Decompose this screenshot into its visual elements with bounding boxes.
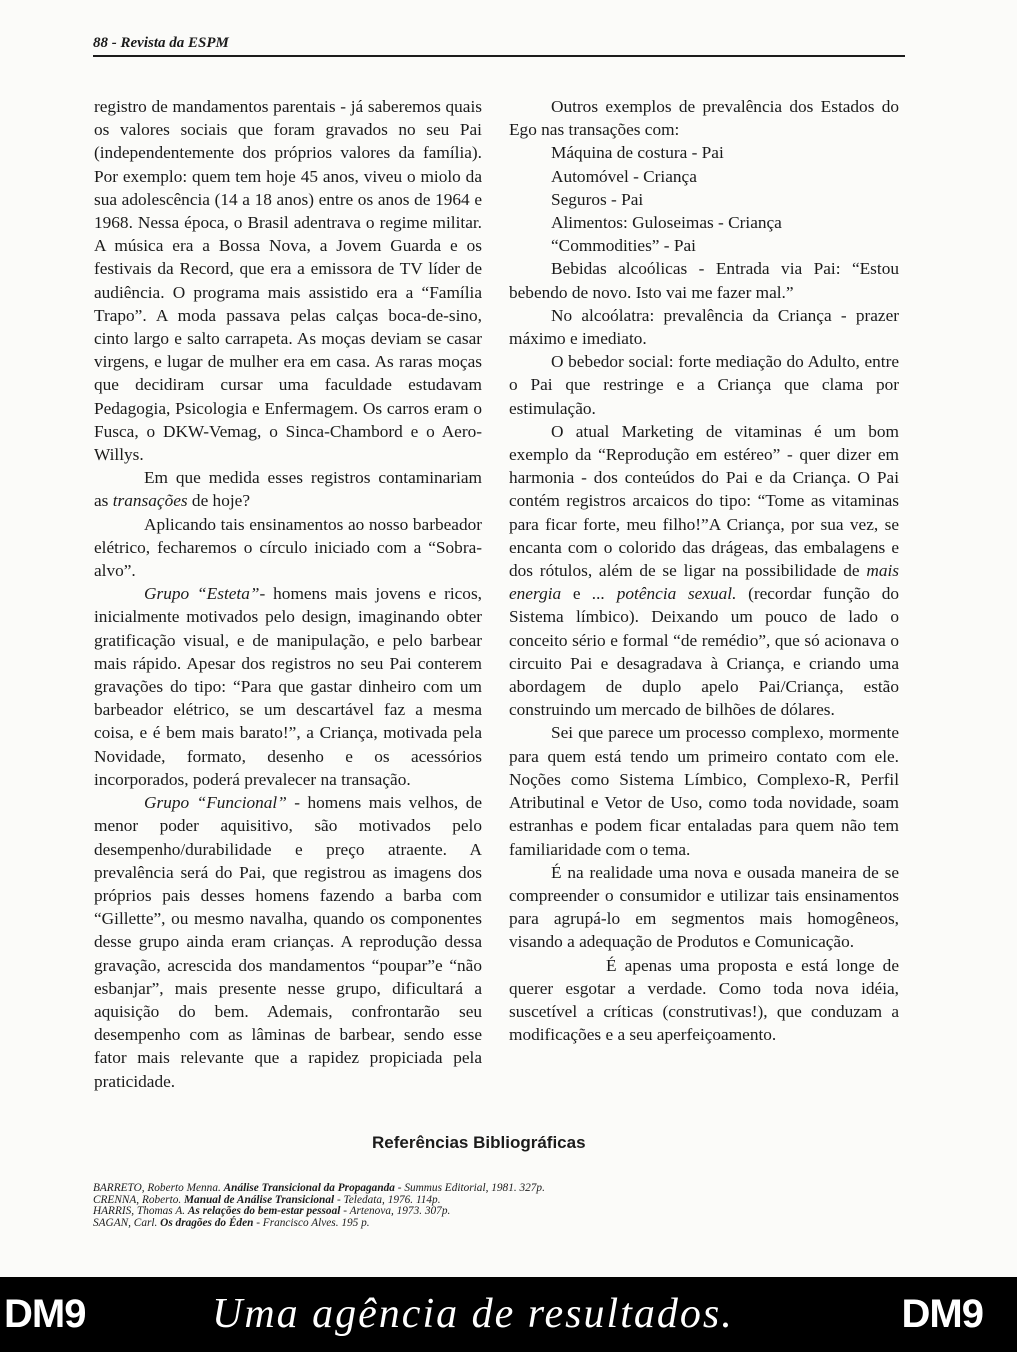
banner-tagline: Uma agência de resultados.: [212, 1291, 734, 1337]
reference-publisher: - Artenova, 1973. 307p.: [340, 1205, 451, 1218]
right-intro: Outros exemplos de prevalência dos Estados do Ego nas transações com:: [509, 97, 899, 140]
italic-transacoes: transações: [112, 491, 188, 511]
right-complexo: Sei que parece um processo complexo, mormente para quem está tendo um primeiro contato com ele. Noções como Sistema Límbico, Complexo-R, Perfil Atributinal e Vetor de Uso, como toda novidade, soam estranhas e podem ficar entaladas para quem não tem familiaridade com o tema.: [509, 723, 899, 859]
list-item: Automóvel - Criança: [551, 166, 697, 186]
italic-mais-energia: mais energia: [509, 561, 899, 604]
right-nova: É na realidade uma nova e ousada maneira de se compreender o consumidor e utilizar tais ensinamentos para agrupá-lo em segmentos mais homogêneos, visando a adequação de Produtos e Comunicação.: [509, 862, 899, 952]
dm9-logo-right: DM9: [901, 1292, 983, 1336]
marketing-text-a: O atual Marketing de vitaminas é um bom exemplo da “Reprodução em estéreo” - quer dizer em harmonia - dos conteúdos do Pai e da Criança. O Pai contém registros arcaicos do tipo: “Tome as vitaminas para ficar forte, meu filho!”A Criança, por sua vez, se encanta com o colorido das drágeas, das embalagens e dos rótulos, além de se ligar na possibilidade de: [509, 421, 899, 581]
list-item: Seguros - Pai: [551, 189, 644, 209]
right-bebidas: Bebidas alcoólicas - Entrada via Pai: “Estou bebendo de novo. Isto vai me fazer mal.”: [509, 259, 899, 302]
references-title: Referências Bibliográficas: [372, 1133, 586, 1152]
left-paragraph-3: Aplicando tais ensinamentos ao nosso barbeador elétrico, fecharemos o círculo iniciado com a “Sobra-alvo”.: [94, 514, 482, 581]
left-paragraph-5-text: - homens mais velhos, de menor poder aquisitivo, são motivados pelo desempenho/durabilidade e preço atraente. A prevalência será do Pai, que registrou as imagens dos próprios pais desses homens fazendo a barba com “Gillette”, ou mesmo navalha, quando os componentes desse grupo ainda eram crianças. A reprodução dessa gravação, acrescida dos mandamentos “poupar”e “não esbanjar”, mais presente nesse grupo, dificultará a aquisição do bem. Ademais, confrontarão seu desempenho com as lâminas de barbear, sendo esse fator mais relevante que a rapidez propiciada pela praticidade.: [94, 793, 482, 1091]
right-column: [509, 95, 899, 1046]
right-alcoolatra: No alcoólatra: prevalência da Criança - prazer máximo e imediato.: [509, 305, 899, 349]
list-item: “Commodities” - Pai: [551, 236, 696, 256]
advertising-banner: [0, 1277, 1017, 1352]
left-paragraph-1: registro de mandamentos parentais - já saberemos quais os valores sociais que foram gravados no seu Pai (independentemente dos próprios valores da família). Por exemplo: quem tem hoje 45 anos, viveu o miolo da sua adolescência (14 a 18 anos) entre os anos de 1964 e 1968. Nessa época, o Brasil adentrava o regime militar. A música era a Bossa Nova, a Jovem Guarda e os festivais da Record, que era a emissora de TV líder de audiência. O programa mais assistido era a “Família Trapo”. A moda passava pelas calças boca-de-sino, cinto largo e salto carrapeta. As moças deviam se casar virgens, e lugar de mulher era em casa. As raras moças que decidiram cursar uma faculdade estudavam Pedagogia, Psicologia e Enfermagem. Os carros eram o Fusca, o DKW-Vemag, o Sinca-Chambord e o Aero-Willys.: [94, 97, 482, 465]
marketing-text-mid: e: [561, 584, 593, 604]
left-paragraph-2-text: Em que medida esses registros contaminariam as: [94, 468, 482, 511]
reference-author: CRENNA, Roberto.: [93, 1193, 184, 1206]
marketing-text-b: (recordar função do Sistema límbico). Deixando um pouco de lado o conceito sério e formal “de remédio”, que só acionava o circuito Pai e desagradava à Criança, e criando uma abordagem de duplo apelo Pai/Criança, estão construindo um mercado de bilhões de dólares.: [509, 584, 900, 720]
reference-author: BARRETO, Roberto Menna.: [93, 1182, 224, 1194]
reference-item: [93, 1218, 793, 1230]
reference-work: As relações do bem-estar pessoal: [187, 1205, 341, 1218]
left-paragraph-4: [94, 582, 482, 791]
dm9-logo-left: DM9: [4, 1292, 86, 1336]
list-item: Alimentos: Guloseimas - Criança: [551, 213, 782, 233]
reference-publisher: - Teledata, 1976. 114p.: [334, 1193, 441, 1206]
left-column: [94, 95, 482, 1093]
left-paragraph-4-text: - homens mais jovens e ricos, inicialmente motivados pelo design, imaginando obter gratificação visual, e de manipulação, e pelo barbear mais rápido. Apesar dos registros no seu Pai conterem gravações do tipo: “Para que gastar dinheiro com um barbeador elétrico, se um descartável faz a mesma coisa, e é bem mais barato!”, a Criança, motivada pela Novidade, formato, desenho e os acessórios incorporados, poderá prevalecer na transação.: [94, 584, 482, 789]
reference-publisher: - Summus Editorial, 1981. 327p.: [394, 1182, 545, 1194]
references-list: [93, 1183, 793, 1229]
reference-author: HARRIS, Thomas A.: [93, 1205, 188, 1218]
reference-work: Análise Transicional da Propaganda: [223, 1182, 395, 1194]
reference-publisher: - Francisco Alves. 195 p.: [253, 1216, 370, 1229]
italic-grupo-esteta: Grupo “Esteta”: [144, 584, 260, 604]
right-marketing: [509, 420, 899, 722]
italic-potencia: ... potência sexual.: [592, 584, 737, 604]
list-item: Máquina de costura - Pai: [551, 143, 724, 163]
left-paragraph-5: [94, 791, 482, 1093]
header-title: 88 - Revista da ESPM: [93, 35, 229, 51]
running-header: [93, 34, 905, 57]
reference-work: Manual de Análise Transicional: [184, 1193, 335, 1206]
reference-work: Os dragões do Éden: [160, 1216, 254, 1229]
left-paragraph-2-tail: de hoje?: [187, 491, 250, 511]
header-rule: [93, 55, 905, 57]
right-bebedor: O bebedor social: forte mediação do Adulto, entre o Pai que restringe e a Criança que clama por estimulação.: [509, 352, 899, 418]
right-proposta: É apenas uma proposta e está longe de querer esgotar a verdade. Como toda nova idéia, suscetível a críticas (construtivas!), que conduzam a modificações e a seu aperfeiçoamento.: [509, 955, 899, 1045]
reference-author: SAGAN, Carl.: [93, 1216, 161, 1229]
italic-grupo-funcional: Grupo “Funcional”: [144, 793, 287, 813]
left-paragraph-2: [94, 466, 482, 512]
